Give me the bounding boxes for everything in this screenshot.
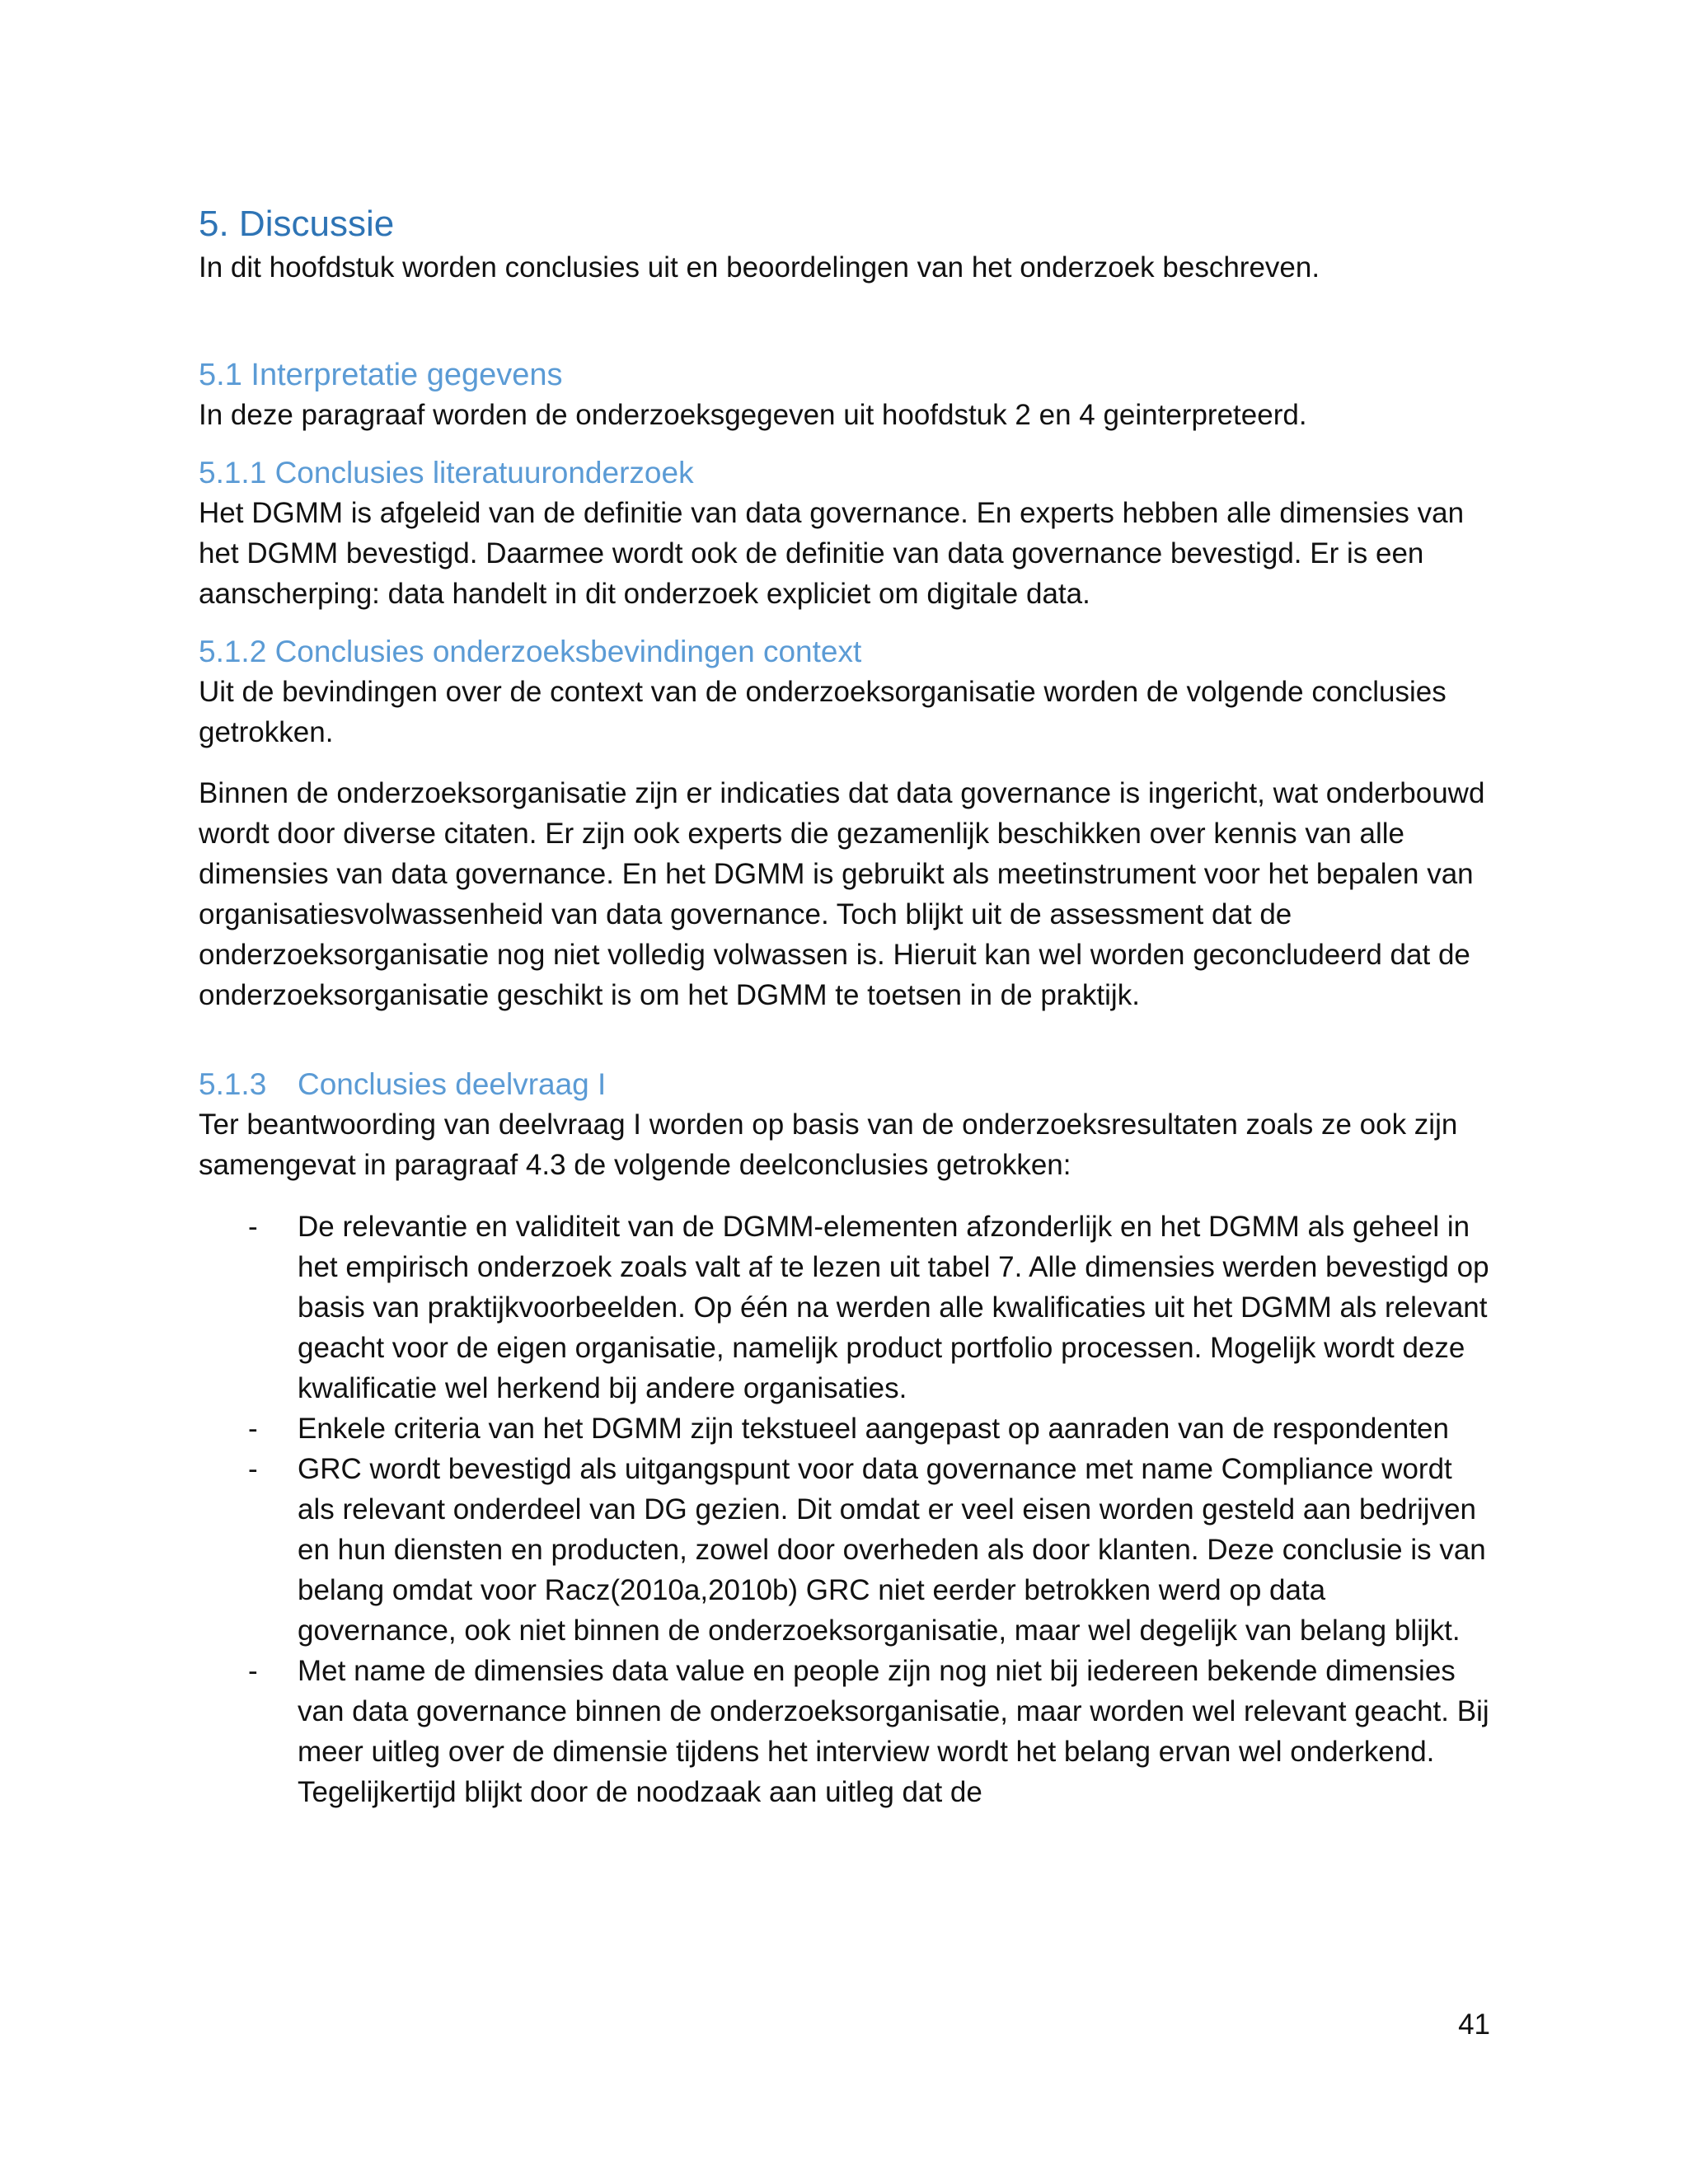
list-item [199,1408,1489,1449]
section-5-1-1-title: 5.1.1 Conclusies literatuuronderzoek [199,456,694,490]
bullet-dash: - [248,1413,258,1445]
chapter-title: 5. Discussie [199,204,395,244]
bullet-dash: - [248,1453,258,1485]
list-item-text: GRC wordt bevestigd als uitgangspunt voor data governance met name Compliance wordt als relevant onderdeel van DG gezien. Dit omdat er veel eisen worden gesteld aan bedrijven en hun diensten en producten, zowel door overheden als door klanten. Deze conclusie is van belang omdat voor Racz(2010a,2010b) GRC niet eerder betrokken werd op data governance, ook niet binnen de onderzoeksorganisatie, maar wel degelijk van belang blijkt. [298,1453,1486,1647]
list-item-text: Met name de dimensies data value en people zijn nog niet bij iedereen bekende dimensies van data governance binnen de onderzoeksorganisatie, maar worden wel relevant geacht. Bij meer uitleg over de dimensie tijdens het interview wordt het belang ervan wel onderkend. Tegelijkertijd blijkt door de noodzaak aan uitleg dat de [298,1655,1489,1808]
bullet-dash: - [248,1655,258,1687]
section-5-1-3-title [199,1065,1489,1104]
section-5-1-2-paragraph: Binnen de onderzoeksorganisatie zijn er indicaties dat data governance is ingericht, wat onderbouwd wordt door diverse citaten. Er zijn ook experts die gezamenlijk beschikken over kennis van alle dimensies van data governance. En het DGMM is gebruikt als meetinstrument voor het bepalen van organisatiesvolwassenheid van data governance. Toch blijkt uit de assessment dat de onderzoeksorganisatie nog niet volledig volwassen is. Hieruit kan wel worden geconcludeerd dat de onderzoeksorganisatie geschikt is om het DGMM te toetsen in de praktijk. [199,777,1485,1011]
page-number: 41 [1458,2008,1490,2041]
section-5-1-1-body: Het DGMM is afgeleid van de definitie van data governance. En experts hebben alle dimensies van het DGMM bevestigd. Daarmee wordt ook de definitie van data governance bevestigd. Er is een aanscherping: data handelt in dit onderzoek expliciet om digitale data. [199,497,1465,610]
conclusions-list [199,1207,1489,1812]
section-5-1-3-title-text: Conclusies deelvraag I [298,1067,607,1101]
section-5-1-intro: In deze paragraaf worden de onderzoeksgegeven uit hoofdstuk 2 en 4 geinterpreteerd. [199,399,1307,431]
bullet-dash: - [248,1211,258,1243]
page-content [199,201,1489,1812]
list-item-text: De relevantie en validiteit van de DGMM-elementen afzonderlijk en het DGMM als geheel in het empirisch onderzoek zoals valt af te lezen uit tabel 7. Alle dimensies werden bevestigd op basis van praktijkvoorbeelden. Op één na werden alle kwalificaties uit het DGMM als relevant geacht voor de eigen organisatie, namelijk product portfolio processen. Mogelijk wordt deze kwalificatie wel herkend bij andere organisaties. [298,1211,1489,1404]
list-item [199,1449,1489,1651]
section-5-1-3-intro: Ter beantwoording van deelvraag I worden op basis van de onderzoeksresultaten zoals ze ook zijn samengevat in paragraaf 4.3 de volgende deelconclusies getrokken: [199,1108,1458,1181]
list-item [199,1207,1489,1408]
list-item-text: Enkele criteria van het DGMM zijn tekstueel aangepast op aanraden van de respondenten [298,1413,1449,1445]
section-5-1-2-title: 5.1.2 Conclusies onderzoeksbevindingen context [199,635,862,668]
section-5-1-title: 5.1 Interpretatie gegevens [199,358,563,392]
section-5-1-2-paragraph: Uit de bevindingen over de context van de onderzoeksorganisatie worden de volgende conclusies getrokken. [199,676,1447,748]
section-5-1-3-number: 5.1.3 [199,1067,267,1101]
list-item [199,1651,1489,1812]
chapter-intro: In dit hoofdstuk worden conclusies uit en beoordelingen van het onderzoek beschreven. [199,251,1320,284]
